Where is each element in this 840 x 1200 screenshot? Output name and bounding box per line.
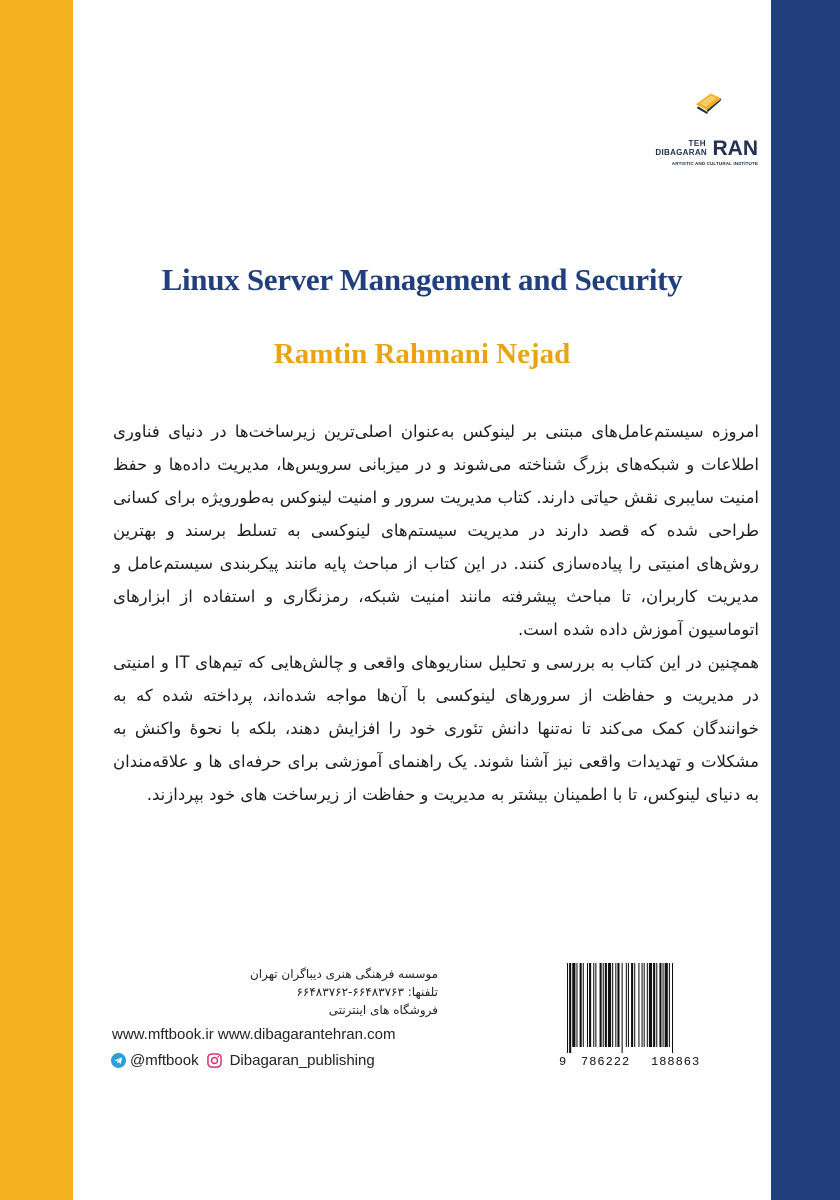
barcode-bar [663,963,664,1047]
isbn-barcode [567,963,715,1053]
barcode-bar [615,963,616,1047]
publisher-name: موسسه فرهنگی هنری دیباگران تهران [249,967,438,981]
barcode-bar [644,963,645,1047]
barcode-bar [659,963,661,1047]
barcode-bar [638,963,639,1047]
instagram-handle[interactable]: Dibagaran_publishing [229,1052,375,1069]
social-links [111,1052,375,1069]
telegram-handle[interactable]: @mftbook [130,1052,199,1069]
logo-teh: TEH [688,139,706,148]
barcode-bar [567,963,568,1053]
barcode-bar [649,963,652,1047]
book-description [113,415,759,811]
publisher-websites[interactable]: www.mftbook.ir www.dibagarantehran.com [112,1026,396,1043]
barcode-bar [608,963,611,1047]
barcode-bar [642,963,643,1047]
barcode-bar [626,963,627,1047]
barcode-bar [622,963,623,1053]
barcode-bar [569,963,571,1053]
barcode-bar [600,963,602,1047]
publisher-info [213,965,438,1019]
description-paragraph-1: امروزه سیستم‌عامل‌های مبتنی بر لینوکس به‌عنوان اصلی‌ترین زیرساخت‌ها در دنیای فناوری اطلاعات و شبکه‌های بزرگ شناخته می‌شوند و در میزبانی سرویس‌ها، مدیریت داده‌ها و حفظ امنیت سایبری نقش حیاتی دارند. کتاب مدیریت سرور و امنیت لینوکس به‌طورویژه برای کسانی طراحی شده که قصد دارند در مدیریت سیستم‌های لینوکسی به تسلط برسند و بهترین روش‌های امنیتی را پیاده‌سازی کنند. در این کتاب از مباحث پایه مانند پیکربندی سیستم‌عامل و مدیریت کاربران، تا مباحث پیشرفته مانند امنیت شبکه، رمزنگاری و استفاده از ابزارهای اتوماسیون آموزش داده شده است. [113,422,759,639]
logo-dibagaran: DIBAGARAN [655,148,707,157]
barcode-box [557,955,725,1080]
barcode-bar [605,963,607,1047]
barcode-bar [589,963,591,1047]
telegram-icon [111,1053,126,1068]
isbn-group-1: 786222 [581,1055,631,1069]
barcode-bar [631,963,633,1047]
barcode-bar [656,963,657,1047]
barcode-bar [593,963,594,1047]
barcode-bar [672,963,673,1053]
instagram-icon [207,1053,222,1068]
logo-institute: ARTISTIC AND CULTURAL INSTITUTE [671,161,758,166]
left-color-band [0,0,73,1200]
barcode-bar [617,963,619,1047]
barcode-bar [653,963,655,1047]
back-cover [73,0,771,1200]
right-color-band [771,0,840,1200]
barcode-bar [583,963,584,1047]
book-title: Linux Server Management and Security [161,262,683,297]
barcode-bar [603,963,604,1047]
barcode-bar [572,963,575,1047]
publisher-phone: تلفنها: ۶۶۴۸۳۷۶۳-۶۶۴۸۳۷۶۲ [296,985,438,999]
isbn-lead: 9 [559,1055,567,1069]
barcode-bar [576,963,577,1047]
barcode-bar [647,963,648,1047]
publisher-shops: فروشگاه های اینترنتی [328,1003,438,1017]
barcode-bar [595,963,596,1047]
barcode-bar [580,963,582,1047]
barcode-bar [634,963,635,1047]
barcode-bar [612,963,613,1047]
description-paragraph-2: همچنین در این کتاب به بررسی و تحلیل سناریوهای واقعی و چالش‌هایی که تیم‌های IT و امنیتی در مدیریت و حفاظت از سرورهای لینوکسی با آن‌ها مواجه شده‌اند، پرداخته شده که به خوانندگان کمک می‌کند تا نه‌تنها دانش تئوری خود را افزایش دهند، بلکه با نحوهٔ واکنش به مشکلات و تهدیدات واقعی نیز آشنا شوند. یک راهنمای آموزشی برای حرفه‌ای ها و علاقه‌مندان به دنیای لینوکس، تا با اطمینان بیشتر به مدیریت و حفاظت از زیرساخت های خود بپردازند. [113,653,759,804]
book-author: Ramtin Rahmani Nejad [273,338,571,370]
barcode-bar [628,963,629,1047]
isbn-group-2: 188863 [651,1055,701,1069]
open-book-icon [691,84,755,132]
logo-ran: RAN [712,137,758,160]
barcode-bar [669,963,670,1047]
barcode-bar [587,963,588,1047]
barcode-bar [665,963,668,1047]
